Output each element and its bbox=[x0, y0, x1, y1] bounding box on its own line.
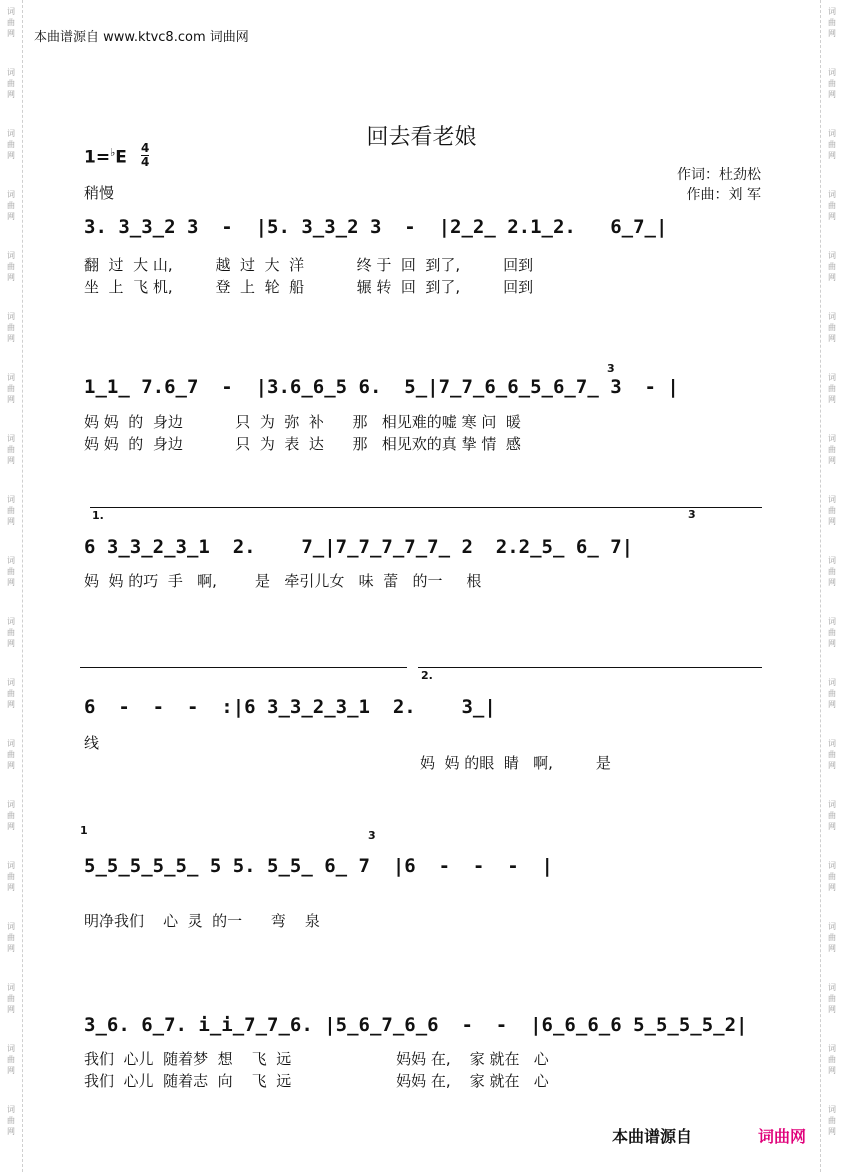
watermark-glyph-stack: 词 曲 网 bbox=[828, 922, 836, 953]
system-4-notes: 6 - - - :|6 3̲3̲2̲3̲1 2. 3̲| bbox=[84, 696, 496, 718]
left-watermark-strip bbox=[0, 0, 23, 1172]
watermark-glyph-stack: 词 曲 网 bbox=[7, 495, 15, 526]
system-6-notes: 3̲6. 6̲7. i̲i̲7̲7̲6. |5̲6̲7̲6̲6 - - |6̲6̲6̲6 5̲5̲5̲5̲2| bbox=[84, 1014, 748, 1036]
volta-1-label: 1. bbox=[92, 509, 104, 522]
key-signature: 1=♭E bbox=[84, 146, 127, 168]
watermark-glyph-stack: 词 曲 网 bbox=[828, 434, 836, 465]
triplet-mark: 3 bbox=[607, 362, 615, 375]
watermark-glyph-stack: 词 曲 网 bbox=[828, 251, 836, 282]
watermark-glyph-stack: 词 曲 网 bbox=[828, 1044, 836, 1075]
triplet-mark: 3 bbox=[688, 508, 696, 521]
watermark-glyph-stack: 词 曲 网 bbox=[828, 495, 836, 526]
watermark-glyph-stack: 词 曲 网 bbox=[7, 190, 15, 221]
watermark-glyph-stack: 词 曲 网 bbox=[7, 251, 15, 282]
song-title: 回去看老娘 bbox=[366, 125, 477, 150]
lyricist-credit: 作词：杜劲松 bbox=[677, 167, 761, 183]
volta-1-continuation bbox=[80, 667, 407, 668]
system-1-lyrics-verse1: 翻 过 大 山, 越 过 大 洋 终 于 回 到了, 回到 bbox=[84, 256, 534, 274]
watermark-glyph-stack: 词 曲 网 bbox=[7, 7, 15, 38]
watermark-glyph-stack: 词 曲 网 bbox=[828, 7, 836, 38]
tempo-marking: 稍慢 bbox=[84, 184, 115, 202]
watermark-glyph-stack: 词 曲 网 bbox=[828, 861, 836, 892]
system-5-lyrics: 明净我们 心 灵 的一 弯 泉 bbox=[84, 912, 320, 930]
watermark-glyph-stack: 词 曲 网 bbox=[828, 68, 836, 99]
watermark-glyph-stack: 词 曲 网 bbox=[7, 739, 15, 770]
system-1-notes: 3. 3̲3̲2 3 - |5. 3̲3̲2 3 - |2̲2̲ 2.1̲2. 6̲7̲| bbox=[84, 216, 668, 238]
watermark-glyph-stack: 词 曲 网 bbox=[7, 861, 15, 892]
section-mark: 1 bbox=[80, 824, 88, 837]
watermark-glyph-stack: 词 曲 网 bbox=[7, 1105, 15, 1136]
watermark-glyph-stack: 词 曲 网 bbox=[828, 129, 836, 160]
system-4-lyrics-line2: 妈 妈 的眼 睛 啊, 是 bbox=[420, 754, 611, 772]
watermark-glyph-stack: 词 曲 网 bbox=[7, 983, 15, 1014]
footer-site-name[interactable]: 词曲网 bbox=[758, 1127, 807, 1146]
watermark-glyph-stack: 词 曲 网 bbox=[7, 556, 15, 587]
volta-2-label: 2. bbox=[421, 669, 433, 682]
system-2-lyrics-verse2: 妈 妈 的 身边 只 为 表 达 那 相见欢的真 挚 情 感 bbox=[84, 435, 521, 453]
system-6-lyrics-verse1: 我们 心儿 随着梦 想 飞 远 妈妈 在, 家 就在 心 bbox=[84, 1050, 549, 1068]
watermark-glyph-stack: 词 曲 网 bbox=[7, 800, 15, 831]
watermark-glyph-stack: 词 曲 网 bbox=[7, 1044, 15, 1075]
system-5-notes: 5̲5̲5̲5̲5̲ 5 5. 5̲5̲ 6̲ 7 |6 - - - | bbox=[84, 855, 553, 877]
watermark-glyph-stack: 词 曲 网 bbox=[7, 129, 15, 160]
source-header: 本曲谱源自 www.ktvc8.com 词曲网 bbox=[34, 30, 249, 45]
watermark-glyph-stack: 词 曲 网 bbox=[7, 922, 15, 953]
watermark-glyph-stack: 词 曲 网 bbox=[828, 800, 836, 831]
system-4-lyrics-line1: 线 bbox=[84, 734, 100, 752]
composer-credit: 作曲：刘 军 bbox=[686, 187, 761, 203]
watermark-glyph-stack: 词 曲 网 bbox=[7, 617, 15, 648]
watermark-glyph-stack: 词 曲 网 bbox=[828, 739, 836, 770]
right-watermark-strip bbox=[820, 0, 843, 1172]
system-2-lyrics-verse1: 妈 妈 的 身边 只 为 弥 补 那 相见难的嘘 寒 问 暖 bbox=[84, 413, 521, 431]
system-1-lyrics-verse2: 坐 上 飞 机, 登 上 轮 船 辗 转 回 到了, 回到 bbox=[84, 278, 534, 296]
watermark-glyph-stack: 词 曲 网 bbox=[828, 983, 836, 1014]
system-6-lyrics-verse2: 我们 心儿 随着志 向 飞 远 妈妈 在, 家 就在 心 bbox=[84, 1072, 549, 1090]
watermark-glyph-stack: 词 曲 网 bbox=[7, 678, 15, 709]
system-3-lyrics: 妈 妈 的巧 手 啊, 是 牵引儿女 味 蕾 的一 根 bbox=[84, 572, 482, 590]
volta-1-bracket bbox=[90, 507, 762, 508]
watermark-glyph-stack: 词 曲 网 bbox=[7, 312, 15, 343]
system-2-notes: 1̲1̲ 7.6̲7 - |3.6̲6̲5 6. 5̲|7̲7̲6̲6̲5̲6̲7̲ 3 - | bbox=[84, 376, 679, 398]
watermark-glyph-stack: 词 曲 网 bbox=[828, 1105, 836, 1136]
watermark-glyph-stack: 词 曲 网 bbox=[828, 312, 836, 343]
watermark-glyph-stack: 词 曲 网 bbox=[828, 373, 836, 404]
volta-2-bracket bbox=[418, 667, 762, 668]
watermark-glyph-stack: 词 曲 网 bbox=[7, 68, 15, 99]
watermark-glyph-stack: 词 曲 网 bbox=[828, 617, 836, 648]
watermark-glyph-stack: 词 曲 网 bbox=[828, 556, 836, 587]
watermark-glyph-stack: 词 曲 网 bbox=[828, 190, 836, 221]
footer-source-label: 本曲谱源自 bbox=[612, 1127, 693, 1146]
time-signature: 4 4 bbox=[141, 141, 150, 169]
triplet-mark: 3 bbox=[368, 829, 376, 842]
system-3-notes: 6 3̲3̲2̲3̲1 2. 7̲|7̲7̲7̲7̲7̲ 2 2.2̲5̲ 6̲ 7| bbox=[84, 536, 634, 558]
watermark-glyph-stack: 词 曲 网 bbox=[828, 678, 836, 709]
watermark-glyph-stack: 词 曲 网 bbox=[7, 434, 15, 465]
watermark-glyph-stack: 词 曲 网 bbox=[7, 373, 15, 404]
